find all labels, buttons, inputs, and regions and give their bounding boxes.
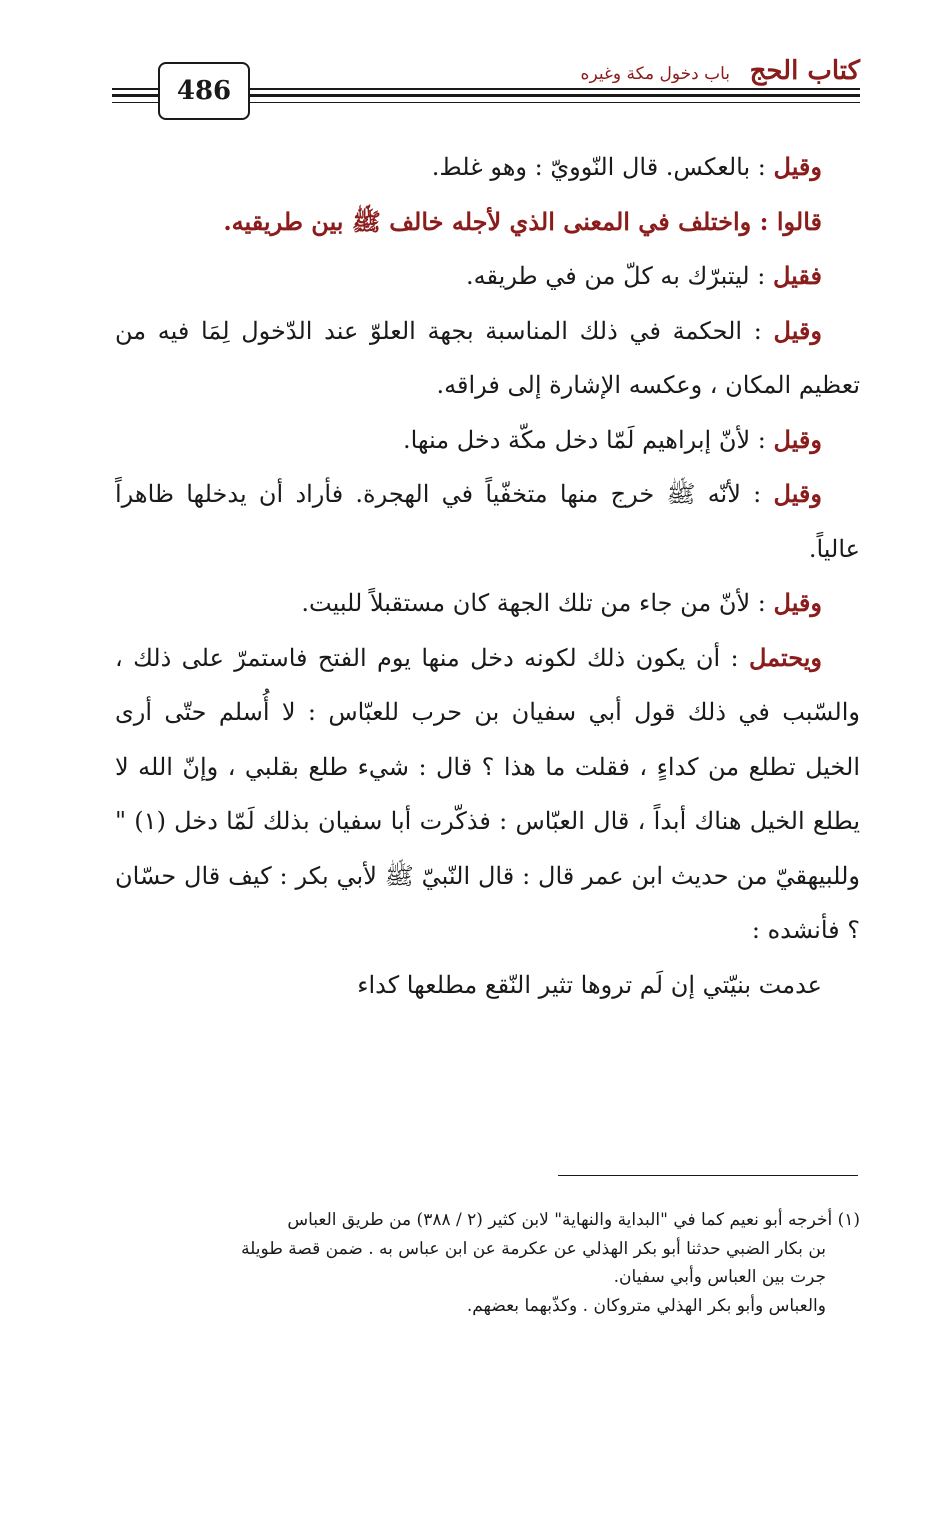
paragraph-text: : بالعكس. قال النّوويّ : وهو غلط.: [431, 153, 774, 181]
page-header: [112, 50, 860, 122]
main-text: [115, 140, 860, 1012]
paragraph-8: [115, 631, 860, 958]
paragraph-text: : الحكمة في ذلك المناسبة بجهة العلوّ عند الدّخول لِمَا فيه من تعظيم المكان ، وعكسه الإشارة إلى فراقه.: [115, 316, 860, 399]
paragraph-keyword: وقيل: [773, 315, 822, 345]
paragraph-1: [115, 140, 860, 195]
paragraph-text: : ليتبرّك به كلّ من في طريقه.: [466, 262, 773, 290]
paragraph-keyword: ويحتمل: [748, 642, 822, 672]
footnote-1-line-4: والعباس وأبو بكر الهذلي متروكان . وكذّبهما بعضهم.: [466, 1295, 826, 1316]
paragraph-text: : أن يكون ذلك لكونه دخل منها يوم الفتح فاستمرّ على ذلك ، والسّبب في ذلك قول أبي سفيان بن حرب للعبّاس : لا أُسلم حتّى أرى الخيل تطلع من كداءٍ ، فقلت ما هذا ؟ قال : شيء طلع بقلبي ، وإنّ الله لا يطلع الخيل هناك أبداً ، قال العبّاس : فذكّرت أبا سفيان بذلك لَمّا دخل (١) " وللبيهقيّ من حديث ابن عمر قال : قال النّبيّ ﷺ لأبي بكر : كيف قال حسّان ؟ فأنشده :: [115, 643, 861, 944]
paragraph-5: [115, 413, 860, 468]
paragraph-text: : لأنّ إبراهيم لَمّا دخل مكّة دخل منها.: [402, 425, 774, 454]
paragraph-keyword: وقيل: [773, 479, 822, 508]
paragraph-keyword: وقيل: [773, 424, 822, 454]
paragraph-4: [115, 304, 860, 413]
paragraph-text: : لأنّه ﷺ خرج منها متخفّياً في الهجرة. فأراد أن يدخلها ظاهراً عالياً.: [115, 480, 860, 563]
paragraph-6: [115, 467, 860, 576]
paragraph-text: : لأنّ من جاء من تلك الجهة كان مستقبلاً للبيت.: [301, 589, 774, 617]
footnotes: [115, 1206, 860, 1320]
footnote-1-line-1: (١) أخرجه أبو نعيم كما في "البداية والنهاية" لابن كثير (٢ / ٣٨٨) من طريق العباس: [287, 1210, 860, 1230]
footnote-1-line-3: جرت بين العباس وأبي سفيان.: [613, 1267, 826, 1287]
footnote-1-line-2: بن بكار الضبي حدثنا أبو بكر الهذلي عن عكرمة عن ابن عباس به . ضمن قصة طويلة: [241, 1238, 826, 1259]
book-title: كتاب الحج: [749, 56, 860, 86]
footnote-separator: [558, 1175, 858, 1176]
paragraph-7: [115, 576, 860, 631]
paragraph-keyword: فقيل: [772, 261, 822, 290]
paragraph-3: [115, 249, 860, 304]
page-number: 486: [158, 62, 250, 120]
chapter-title: باب دخول مكة وغيره: [580, 64, 730, 84]
paragraph-keyword: وقيل: [773, 152, 822, 181]
paragraph-keyword: وقيل: [773, 588, 822, 617]
poem-verse: عدمت بنيّتي إن لَم تروها تثير النّقع مطلعها كداء: [357, 970, 822, 999]
paragraph-2-heading: قالوا : واختلف في المعنى الذي لأجله خالف ﷺ بين طريقيه.: [223, 206, 822, 236]
